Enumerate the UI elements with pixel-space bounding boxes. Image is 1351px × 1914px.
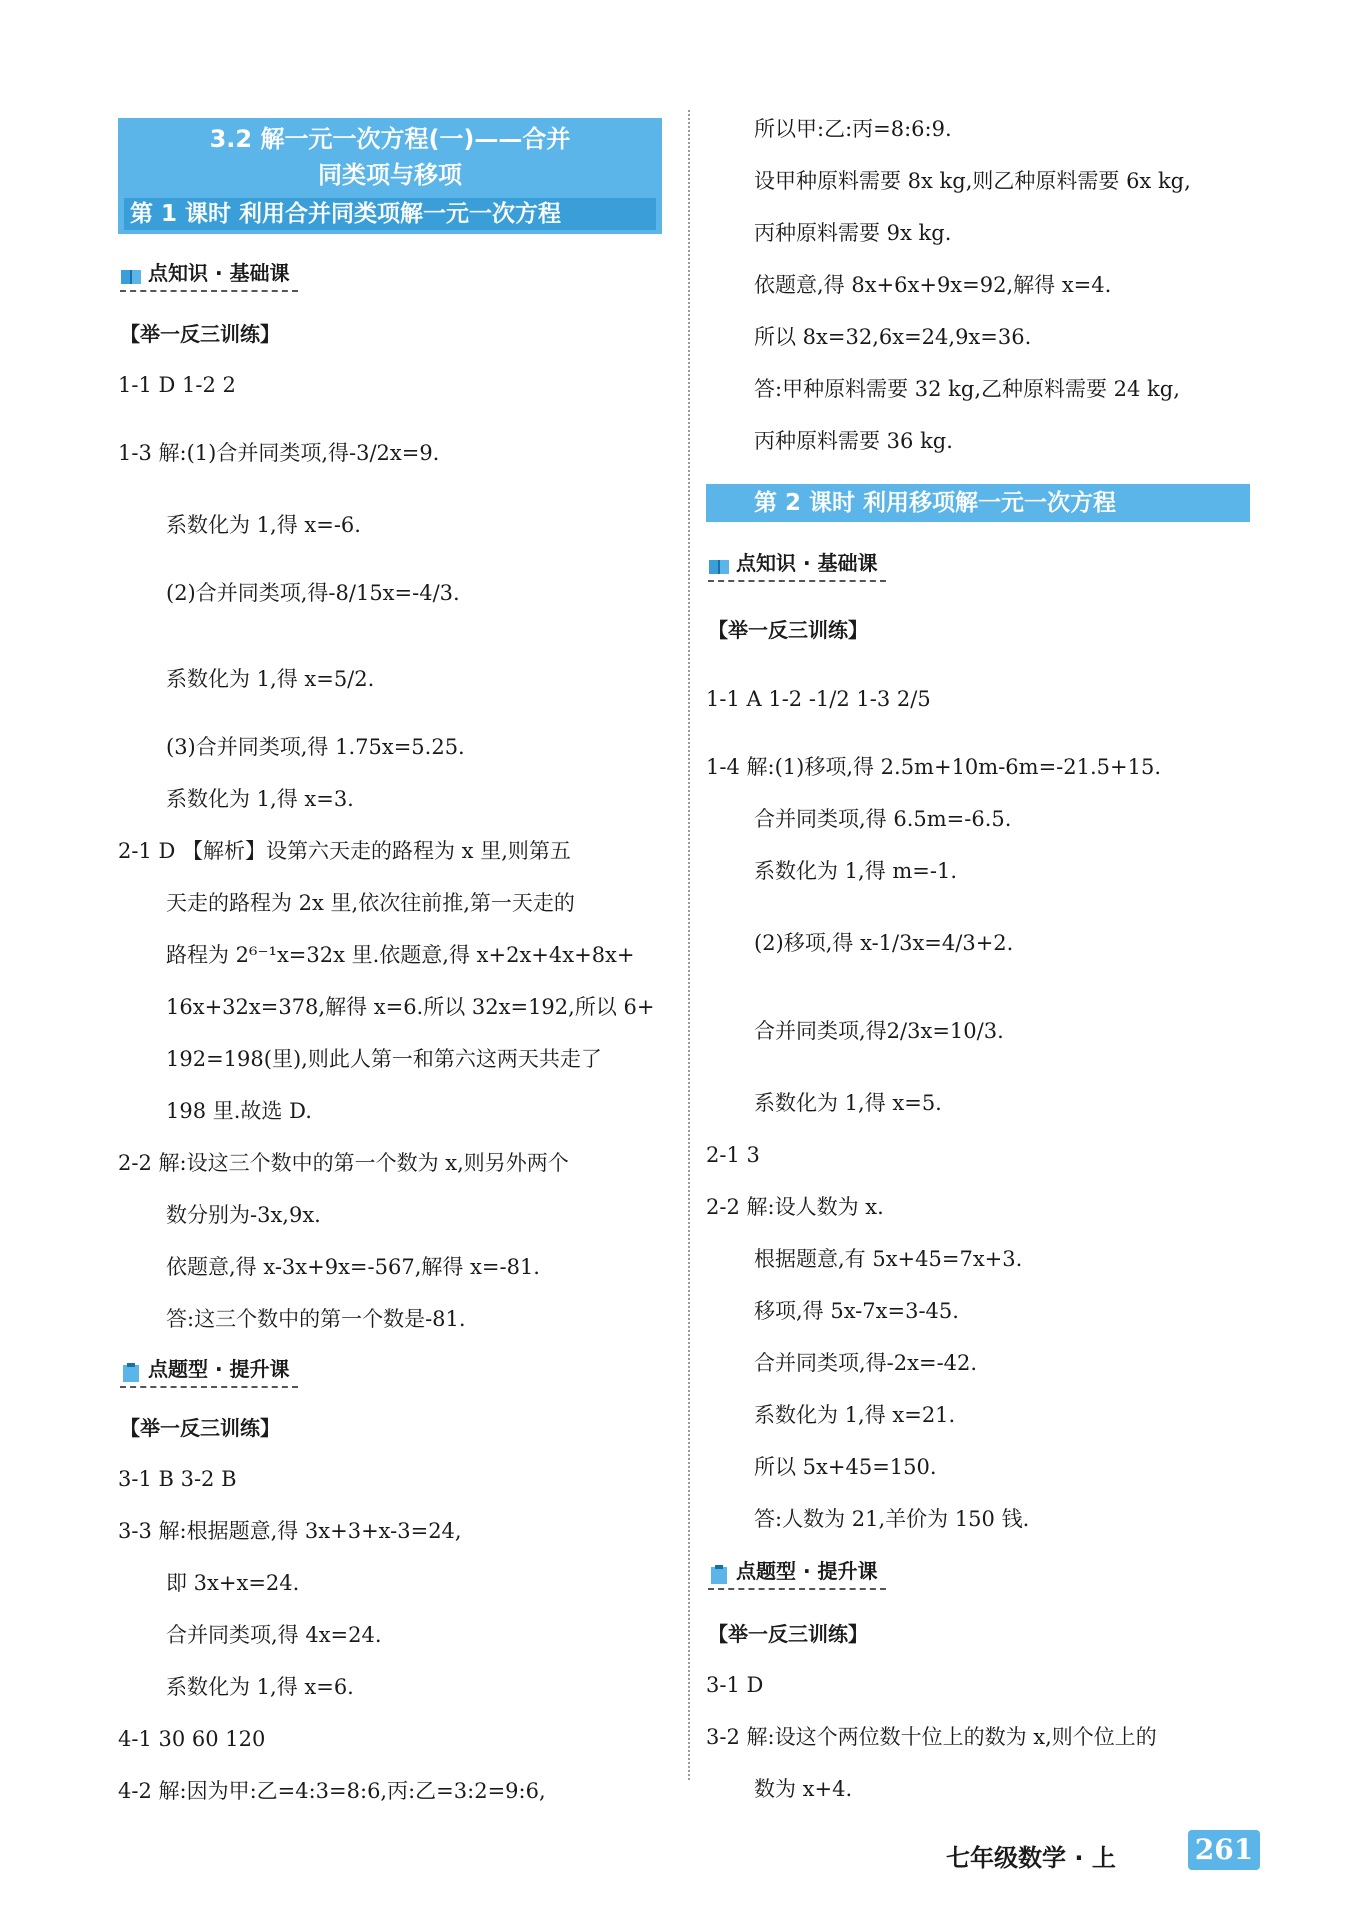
bracket-heading: 【举一反三训练】	[708, 1622, 868, 1646]
answer-line: 2-2 解:设人数为 x.	[706, 1195, 884, 1219]
answer-line: 2-1 D 【解析】设第六天走的路程为 x 里,则第五	[118, 839, 571, 863]
bracket-heading: 【举一反三训练】	[120, 1416, 280, 1440]
column-divider	[688, 110, 690, 1780]
answer-line: 根据题意,有 5x+45=7x+3.	[754, 1247, 1023, 1271]
answer-line: 192=198(里),则此人第一和第六这两天共走了	[166, 1047, 602, 1071]
section-knowledge	[120, 256, 298, 292]
lesson-header: 第 2 课时 利用移项解一元一次方程	[706, 484, 1250, 522]
answer-line: 所以甲:乙:丙=8:6:9.	[754, 117, 952, 141]
answer-line: 3-1 B 3-2 B	[118, 1467, 237, 1491]
answer-line: 答:甲种原料需要 32 kg,乙种原料需要 24 kg,	[754, 377, 1180, 401]
answer-line: 合并同类项,得 4x=24.	[166, 1623, 382, 1647]
answer-line: 3-3 解:根据题意,得 3x+3+x-3=24,	[118, 1519, 462, 1543]
answer-line: 合并同类项,得 6.5m=-6.5.	[754, 807, 1012, 831]
answer-line: 依题意,得 x-3x+9x=-567,解得 x=-81.	[166, 1255, 540, 1279]
answer-line: 答:这三个数中的第一个数是-81.	[166, 1307, 466, 1331]
header-line-1: 3.2 解一元一次方程(一)——合并	[209, 125, 571, 153]
answer-line: 2-2 解:设这三个数中的第一个数为 x,则另外两个	[118, 1151, 569, 1175]
bracket-heading: 【举一反三训练】	[120, 322, 280, 346]
answer-line: 1-3 解:(1)合并同类项,得-3/2x=9.	[118, 441, 440, 465]
answer-line: 系数化为 1,得 x=21.	[754, 1403, 956, 1427]
answer-line: 丙种原料需要 36 kg.	[754, 429, 953, 453]
answer-line: 数分别为-3x,9x.	[166, 1203, 321, 1227]
answer-line: 系数化为 1,得 x=5/2.	[166, 667, 375, 691]
answer-line: 系数化为 1,得 x=5.	[754, 1091, 942, 1115]
answer-line: 合并同类项,得-2x=-42.	[754, 1351, 978, 1375]
answer-line: 1-1 D 1-2 2	[118, 373, 236, 397]
answer-line: 1-1 A 1-2 -1/2 1-3 2/5	[706, 687, 931, 711]
answer-line: (2)移项,得 x-1/3x=4/3+2.	[754, 931, 1014, 955]
answer-line: 数为 x+4.	[754, 1777, 853, 1801]
clipboard-icon	[120, 1359, 142, 1379]
section-question-types	[120, 1352, 298, 1388]
answer-line: (2)合并同类项,得-8/15x=-4/3.	[166, 581, 460, 605]
page-number: 261	[1188, 1830, 1260, 1870]
answer-line: 所以 5x+45=150.	[754, 1455, 937, 1479]
book-icon	[120, 263, 142, 283]
section-knowledge	[708, 546, 886, 582]
section-title: 点题型 · 提升课	[736, 1559, 878, 1583]
header-line-3: 第 1 课时 利用合并同类项解一元一次方程	[124, 198, 656, 230]
answer-line: 即 3x+x=24.	[166, 1571, 300, 1595]
answer-line: 丙种原料需要 9x kg.	[754, 221, 952, 245]
section-question-types	[708, 1554, 886, 1590]
section-header	[118, 118, 662, 234]
answer-line: (3)合并同类项,得 1.75x=5.25.	[166, 735, 465, 759]
bracket-heading: 【举一反三训练】	[708, 618, 868, 642]
answer-line: 198 里.故选 D.	[166, 1099, 312, 1123]
book-title: 七年级数学 · 上	[946, 1844, 1116, 1872]
book-icon	[708, 553, 730, 573]
answer-line: 移项,得 5x-7x=3-45.	[754, 1299, 959, 1323]
answer-line: 系数化为 1,得 x=6.	[166, 1675, 354, 1699]
answer-line: 依题意,得 8x+6x+9x=92,解得 x=4.	[754, 273, 1112, 297]
section-title: 点知识 · 基础课	[148, 261, 290, 285]
section-title: 点题型 · 提升课	[148, 1357, 290, 1381]
answer-line: 16x+32x=378,解得 x=6.所以 32x=192,所以 6+	[166, 995, 655, 1019]
clipboard-icon	[708, 1561, 730, 1581]
answer-line: 4-2 解:因为甲:乙=4:3=8:6,丙:乙=3:2=9:6,	[118, 1779, 546, 1803]
answer-line: 所以 8x=32,6x=24,9x=36.	[754, 325, 1032, 349]
answer-line: 3-2 解:设这个两位数十位上的数为 x,则个位上的	[706, 1725, 1157, 1749]
header-line-2: 同类项与移项	[318, 161, 462, 189]
answer-line: 系数化为 1,得 x=-6.	[166, 513, 361, 537]
answer-line: 系数化为 1,得 x=3.	[166, 787, 354, 811]
answer-line: 3-1 D	[706, 1673, 764, 1697]
answer-line: 答:人数为 21,羊价为 150 钱.	[754, 1507, 1030, 1531]
answer-line: 路程为 2⁶⁻¹x=32x 里.依题意,得 x+2x+4x+8x+	[166, 943, 635, 967]
section-title: 点知识 · 基础课	[736, 551, 878, 575]
answer-line: 4-1 30 60 120	[118, 1727, 266, 1751]
answer-line: 设甲种原料需要 8x kg,则乙种原料需要 6x kg,	[754, 169, 1191, 193]
answer-line: 1-4 解:(1)移项,得 2.5m+10m-6m=-21.5+15.	[706, 755, 1162, 779]
answer-line: 合并同类项,得2/3x=10/3.	[754, 1019, 1004, 1043]
answer-line: 系数化为 1,得 m=-1.	[754, 859, 958, 883]
answer-line: 天走的路程为 2x 里,依次往前推,第一天走的	[166, 891, 575, 915]
answer-line: 2-1 3	[706, 1143, 760, 1167]
